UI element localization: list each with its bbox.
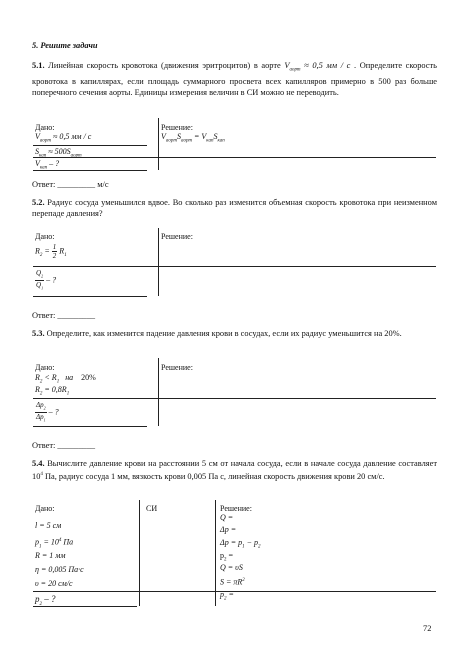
answer-line: Ответ: _________	[32, 311, 96, 320]
find-item: $p_2$ – ?	[35, 594, 56, 607]
problem-text: 5.2. Радиус сосуда уменьшился вдвое. Во сколько раз изменится объемная скорость кровотока при неизменном перепаде давления?	[32, 198, 437, 218]
given-label: Дано:	[35, 123, 55, 132]
section-title: 5. Решите задачи	[32, 41, 98, 50]
problem-number: 5.2.	[32, 198, 45, 207]
solution-line: $S = \pi R^2$	[220, 577, 245, 587]
page-number: 72	[423, 624, 432, 633]
given-item: υ = 20 см/с	[35, 579, 73, 588]
given-label: Дано:	[35, 232, 55, 241]
problem-text: 5.1. Линейная скорость кровотока (движения эритроцитов) в аорте $V_{аорт} \approx 0,5$ мм / с . Определите скорость кровотока в капиллярах, если площадь суммарного просвета всех капилляров примерно в 500 раз больше поперечного сечения аорты. Единицы измерения величин в СИ можно не переводить.	[32, 61, 438, 97]
given-item: η = 0,005 Па·с	[35, 565, 84, 574]
solution-line: Δp =	[220, 525, 237, 534]
find-item: $\frac{\Delta p_2}{\Delta p_1}$ – ?	[36, 401, 59, 423]
given-item: $R_2 = 0,8R_1$	[35, 385, 70, 397]
given-label: Дано:	[35, 363, 55, 372]
given-item: $p_1 = 10^4$ Па	[35, 537, 74, 550]
problem-number: 5.3.	[32, 329, 45, 338]
solution-label: Решение:	[161, 363, 193, 372]
solution-line: Q =	[220, 513, 234, 522]
si-label: СИ	[146, 504, 158, 513]
problem-text: 5.3. Определите, как изменится падение давления крови в сосудах, если их радиус уменьшится на 20%.	[32, 329, 402, 338]
given-item: $R_2$ = $\frac{1}{2}$ $R_1$	[35, 243, 67, 260]
answer-line: Ответ: _________	[32, 441, 96, 450]
given-label: Дано:	[35, 504, 55, 513]
given-item: $V_{аорт} \approx 0,5$ мм / с	[35, 132, 92, 144]
problem-number: 5.4.	[32, 459, 45, 468]
given-item: $R_2 < R_1$ на 20%	[35, 373, 96, 385]
solution-line: $\Delta p = p_1 - p_2$	[220, 538, 261, 550]
find-item: $V_{кап}$ – ?	[35, 159, 60, 171]
solution-label: Решение:	[161, 123, 193, 132]
solution-line: $p_2$ =	[220, 551, 234, 563]
find-item: $\frac{Q_2}{Q_1}$ – ?	[36, 269, 57, 291]
solution-line: $V_{аорт}S_{аорт} = V_{кап}S_{кап}$	[161, 132, 225, 144]
problem-number: 5.1.	[32, 61, 45, 70]
solution-label: Решение:	[220, 504, 252, 513]
solution-line: $p_2$ =	[220, 590, 234, 602]
given-item: R = 1 мм	[35, 551, 66, 560]
answer-line: Ответ: _________ м/с	[32, 180, 109, 189]
solution-label: Решение:	[161, 232, 193, 241]
given-item: l = 5 см	[35, 521, 62, 530]
given-item: $S_{кап} \approx 500S_{аорт}$	[35, 147, 82, 159]
problem-text: 5.4. Вычислите давление крови на расстоянии 5 см от начала сосуда, если в начале сосуда давление составляет $10^4$ Па, радиус сосуда 1 мм, вязкость крови 0,005 Па с, линейная скорость движения крови 20 см/с.	[32, 459, 437, 481]
solution-line: Q = υS	[220, 563, 243, 572]
